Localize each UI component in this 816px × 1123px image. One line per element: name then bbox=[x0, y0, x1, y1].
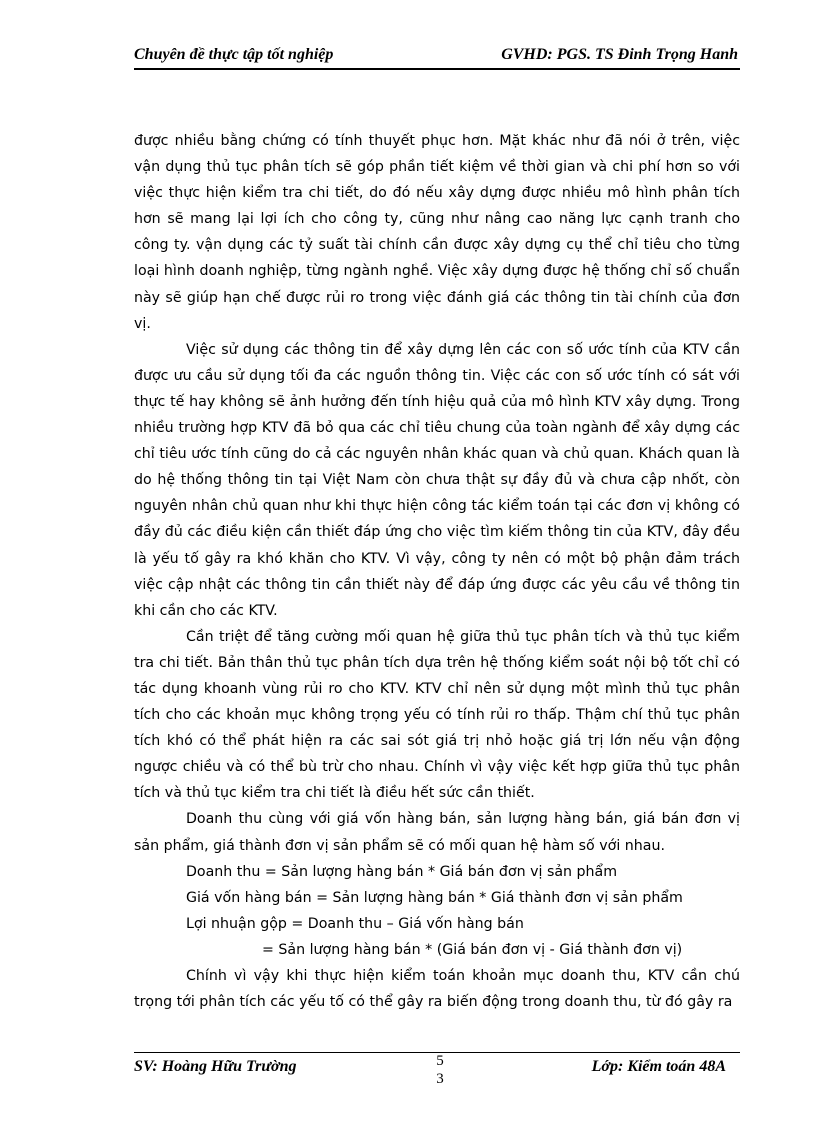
formula-cogs: Giá vốn hàng bán = Sản lượng hàng bán * Giá thành đơn vị sản phẩm bbox=[186, 889, 683, 906]
document-body bbox=[134, 128, 740, 1015]
paragraph-4: Doanh thu cùng với giá vốn hàng bán, sản lượng hàng bán, giá bán đơn vị sản phẩm, giá thành đơn vị sản phẩm sẽ có mối quan hệ hàm số với nhau. bbox=[134, 811, 740, 854]
page-number-digit-1: 5 bbox=[436, 1053, 444, 1069]
page-number bbox=[432, 1052, 448, 1088]
paragraph-3: Cần triệt để tăng cường mối quan hệ giữa thủ tục phân tích và thủ tục kiểm tra chi tiết. Bản thân thủ tục phân tích dựa trên hệ thống kiểm soát nội bộ tốt chỉ có tác dụng khoanh vùng rủi ro cho KTV. KTV chỉ nên sử dụng một mình thủ tục phân tích cho các khoản mục không trọng yếu có tính rủi ro thấp. Thậm chí thủ tục phân tích khó có thể phát hiện ra các sai sót giá trị nhỏ hoặc giá trị lớn nếu vận động ngược chiều và có thể bù trừ cho nhau. Chính vì vậy việc kết hợp giữa thủ tục phân tích và thủ tục kiểm tra chi tiết là điều hết sức cần thiết. bbox=[134, 628, 740, 802]
paragraph-2: Việc sử dụng các thông tin để xây dựng lên các con số ước tính của KTV cần được ưu cầu sử dụng tối đa các nguồn thông tin. Việc các con số ước tính có sát với thực tế hay không sẽ ảnh hưởng đến tính hiệu quả của mô hình KTV xây dựng. Trong nhiều trường hợp KTV đã bỏ qua các chỉ tiêu chung của toàn ngành để xây dựng các chỉ tiêu ước tính cũng do cả các nguyên nhân khác quan và chủ quan. Khách quan là do hệ thống thông tin tại Việt Nam còn chưa thật sự đầy đủ và chưa cập nhốt, còn nguyên nhân chủ quan như khi thực hiện công tác kiểm toán tại các đơn vị không có đầy đủ các điều kiện cần thiết đáp ứng cho việc tìm kiếm thông tin của KTV, đây đều là yếu tố gây ra khó khăn cho KTV. Vì vậy, công ty nên có một bộ phận đảm trách việc cập nhật các thông tin cần thiết này để đáp ứng được các yêu cầu về thông tin khi cần cho các KTV. bbox=[134, 341, 740, 619]
class-name: Lớp: Kiểm toán 48A bbox=[591, 1058, 726, 1075]
page-header bbox=[134, 44, 740, 70]
formula-gross-profit: Lợi nhuận gộp = Doanh thu – Giá vốn hàng bán bbox=[186, 915, 524, 932]
paragraph-1: được nhiều bằng chứng có tính thuyết phục hơn. Mặt khác như đã nói ở trên, việc vận dụng thủ tục phân tích sẽ góp phần tiết kiệm về thời gian và chi phí hơn so với việc thực hiện kiểm tra chi tiết, do đó nếu xây dựng được nhiều mô hình phân tích hơn sẽ mang lại lợi ích cho công ty, cũng như nâng cao năng lực cạnh tranh cho công ty. vận dụng các tỷ suất tài chính cần được xây dựng cụ thể chỉ tiêu cho từng loại hình doanh nghiệp, từng ngành nghề. Việc xây dựng được hệ thống chỉ số chuẩn này sẽ giúp hạn chế được rủi ro trong việc đánh giá các thông tin tài chính của đơn vị. bbox=[134, 133, 740, 332]
supervisor-name: GVHD: PGS. TS Đinh Trọng Hanh bbox=[501, 46, 738, 63]
header-divider bbox=[134, 68, 740, 70]
document-title: Chuyên đề thực tập tốt nghiệp bbox=[134, 46, 334, 63]
formula-gross-profit-expanded: = Sản lượng hàng bán * (Giá bán đơn vị - Giá thành đơn vị) bbox=[262, 941, 683, 958]
paragraph-closing: Chính vì vậy khi thực hiện kiểm toán khoản mục doanh thu, KTV cần chú trọng tới phân tích các yếu tố có thể gây ra biến động trong doanh thu, từ đó gây ra bbox=[134, 968, 740, 1011]
student-name: SV: Hoàng Hữu Trường bbox=[134, 1058, 297, 1075]
page-number-digit-2: 3 bbox=[436, 1071, 444, 1087]
page-footer bbox=[134, 1053, 740, 1096]
formula-revenue: Doanh thu = Sản lượng hàng bán * Giá bán đơn vị sản phẩm bbox=[186, 863, 618, 880]
